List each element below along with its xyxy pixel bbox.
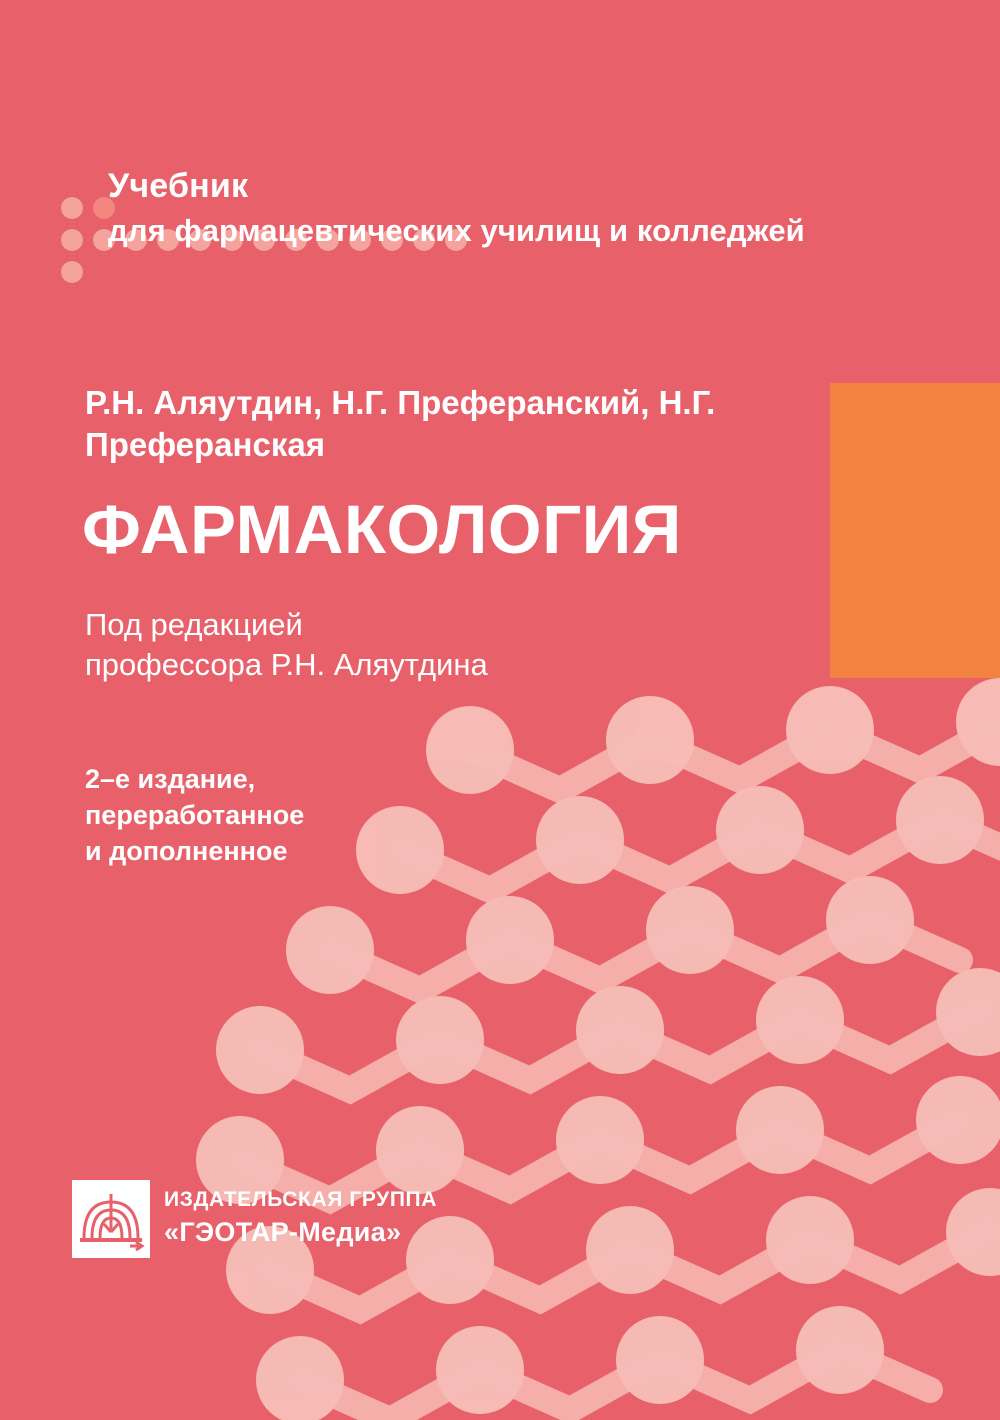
publisher-name [164,1188,437,1248]
publisher-block [72,1180,552,1270]
series-label: Учебник [108,167,249,205]
edition-note [85,762,505,870]
edition-line-2: переработанное [85,799,305,830]
series-audience: для фармацевтических училищ и колледжей [108,213,805,249]
publisher-title: «ГЭОТАР-Медиа» [164,1217,402,1247]
authors: Р.Н. Аляутдин, Н.Г. Преферанский, Н.Г. Преферанская [85,384,716,464]
editor-credit [85,605,785,686]
edition-line-1: 2–е издание, [85,764,256,794]
molecule-pattern [0,620,1000,1420]
edition-line-3: и дополненное [85,835,288,866]
publisher-group-label: ИЗДАТЕЛЬСКАЯ ГРУППА [164,1188,437,1211]
editor-line-1: Под редакцией [85,607,303,642]
series-block [60,168,940,249]
page-title: ФАРМАКОЛОГИЯ [82,491,682,568]
editor-line-2: профессора Р.Н. Аляутдина [85,647,488,683]
publisher-logo-icon [72,1180,150,1258]
